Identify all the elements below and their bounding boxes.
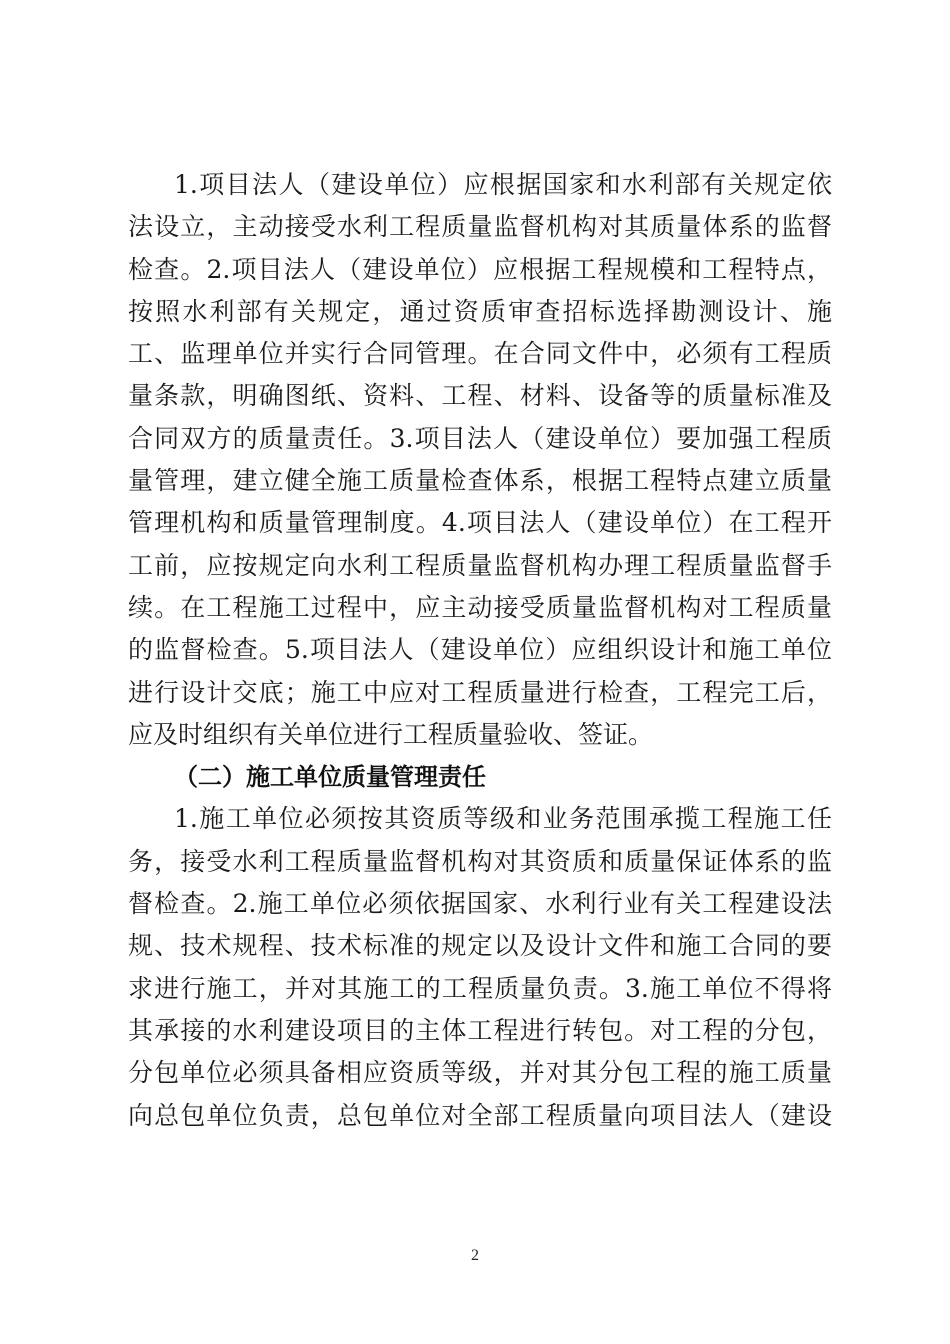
paragraph-line: 其承接的水利建设项目的主体工程进行转包。对工程的分包， bbox=[128, 1015, 832, 1045]
paragraph-line: 1.项目法人（建设单位）应根据国家和水利部有关规定依 bbox=[174, 170, 832, 199]
paragraph-line: 量管理，建立健全施工质量检查体系，根据工程特点建立质量 bbox=[128, 466, 832, 496]
paragraph-line: 工前，应按规定向水利工程质量监督机构办理工程质量监督手 bbox=[128, 550, 832, 580]
paragraph-line: 检查。2.项目法人（建设单位）应根据工程规模和工程特点， bbox=[128, 254, 832, 284]
paragraph-line: 按照水利部有关规定，通过资质审查招标选择勘测设计、施 bbox=[128, 296, 832, 326]
paragraph-line: 进行设计交底；施工中应对工程质量进行检查，工程完工后， bbox=[128, 677, 832, 707]
paragraph-line: 督检查。2.施工单位必须依据国家、水利行业有关工程建设法 bbox=[128, 889, 832, 919]
paragraph-line: 续。在工程施工过程中，应主动接受质量监督机构对工程质量 bbox=[128, 592, 832, 622]
paragraph-line: 1.施工单位必须按其资质等级和业务范围承揽工程施工任 bbox=[174, 804, 832, 834]
paragraph-line: 应及时组织有关单位进行工程质量验收、签证。 bbox=[128, 719, 654, 749]
paragraph-line: 务，接受水利工程质量监督机构对其资质和质量保证体系的监 bbox=[128, 846, 832, 876]
paragraph-line: 规、技术规程、技术标准的规定以及设计文件和施工合同的要 bbox=[128, 931, 832, 961]
paragraph-line: 分包单位必须具备相应资质等级，并对其分包工程的施工质量 bbox=[128, 1058, 832, 1088]
paragraph-line: 向总包单位负责，总包单位对全部工程质量向项目法人（建设 bbox=[128, 1100, 832, 1130]
document-body bbox=[128, 164, 832, 1137]
paragraph-line: 法设立，主动接受水利工程质量监督机构对其质量体系的监督 bbox=[128, 212, 832, 242]
section-heading-construction-unit: （二）施工单位质量管理责任 bbox=[174, 763, 486, 792]
paragraph-line: 工、监理单位并实行合同管理。在合同文件中，必须有工程质 bbox=[128, 339, 832, 369]
page-number: 2 bbox=[471, 1247, 479, 1264]
section-construction-unit-responsibility bbox=[128, 798, 832, 1136]
paragraph-line: 量条款，明确图纸、资料、工程、材料、设备等的质量标准及 bbox=[128, 381, 832, 411]
section-project-owner-responsibility bbox=[128, 164, 832, 756]
paragraph-line: 管理机构和质量管理制度。4.项目法人（建设单位）在工程开 bbox=[128, 508, 832, 538]
paragraph-line: 合同双方的质量责任。3.项目法人（建设单位）要加强工程质 bbox=[128, 423, 832, 453]
paragraph-line: 的监督检查。5.项目法人（建设单位）应组织设计和施工单位 bbox=[128, 635, 832, 665]
paragraph-line: 求进行施工，并对其施工的工程质量负责。3.施工单位不得将 bbox=[128, 973, 832, 1003]
